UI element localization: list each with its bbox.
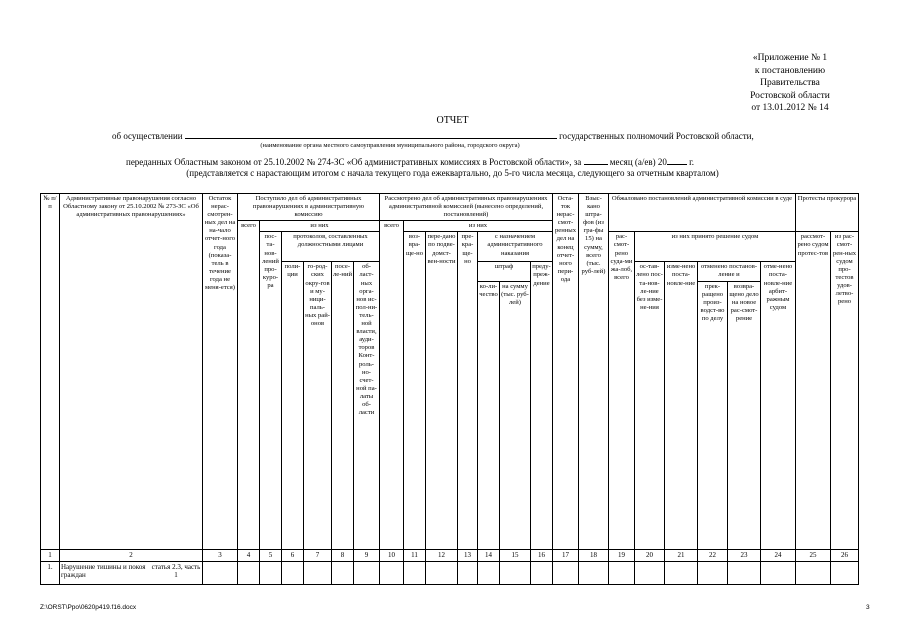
header-offense: Административные правонарушения согласно Областному закону от 25.10.2002 № 273-ЗС «Об административных правонарушениях»	[60, 194, 203, 550]
col-number: 10	[380, 549, 404, 561]
report-line-1	[112, 129, 754, 141]
table-cell[interactable]	[282, 561, 304, 584]
header-considered-of-them: из них	[404, 221, 553, 232]
col-number: 19	[609, 549, 635, 561]
table-cell[interactable]	[478, 561, 500, 584]
header-appealed: Обжаловано постановлений административной комиссии в суде	[609, 194, 796, 232]
line2-text-c: г.	[689, 157, 695, 167]
header-collected: Взыс-кано штра-фов (из гра-фы 15) на сумму, всего (тыс. руб-лей)	[579, 194, 609, 550]
row-offense-article: статья 2.3, часть 1	[151, 562, 201, 579]
col-number: 24	[761, 549, 796, 561]
organ-name-hint: (наименование органа местного самоуправления муниципального района, городского округа)	[260, 142, 520, 149]
header-received-total: всего	[238, 221, 260, 549]
header-rest: Оста-ток нерас-смот-ренных дел на конец отчет-ного пери-ода	[553, 194, 579, 550]
col-number: 11	[404, 549, 426, 561]
table-cell[interactable]	[332, 561, 354, 584]
column-numbers-row	[41, 549, 859, 561]
col-number: 20	[635, 549, 665, 561]
header-changed: изме-нено поста-новле-ние	[665, 262, 698, 549]
col-number: 12	[426, 549, 458, 561]
report-title: ОТЧЕТ	[436, 115, 469, 126]
organ-name-blank[interactable]	[185, 129, 557, 139]
header-appeal-considered: рас-смот-рено суда-ми жа-лоб, всего	[609, 232, 635, 549]
header-fine: штраф	[478, 262, 531, 281]
table-row	[41, 561, 859, 584]
table-cell[interactable]	[458, 561, 478, 584]
row-number: 1.	[41, 561, 60, 584]
table-cell[interactable]	[579, 561, 609, 584]
table-cell[interactable]	[260, 561, 282, 584]
line1-suffix: государственных полномочий Ростовской области,	[559, 131, 754, 141]
table-cell[interactable]	[531, 561, 553, 584]
table-cell[interactable]	[238, 561, 260, 584]
col-number: 15	[500, 549, 531, 561]
header-protests-considered: рассмот-рено судом протес-тов	[796, 232, 831, 549]
header-cancelled: отменено постанов-ление и	[698, 262, 761, 281]
line2-text-b: месяц (а/ев) 20	[609, 157, 667, 167]
row-offense-name: Нарушение тишины и покоя граждан	[61, 562, 146, 579]
appendix-line: Ростовской области	[750, 90, 830, 101]
col-number: 18	[579, 549, 609, 561]
header-arbitration: отме-нено поста-новле-ние арбит-ражным судом	[761, 262, 796, 549]
header-warning: преду-преж-дение	[531, 262, 553, 549]
table-cell[interactable]	[665, 561, 698, 584]
row-offense	[60, 561, 203, 584]
header-protocols: протоколов, составленных должностными лицами	[282, 232, 380, 262]
header-num: № п/п	[41, 194, 60, 550]
appendix-block	[700, 52, 880, 115]
table-cell[interactable]	[698, 561, 728, 584]
col-number: 26	[831, 549, 859, 561]
header-received: Поступило дел об административных правонарушениях в административную комиссию	[238, 194, 380, 221]
col-number: 17	[553, 549, 579, 561]
header-unchanged: ос-тав-лено пос-та-нов-ле-ние без изме-не-ния	[635, 262, 665, 549]
col-number: 8	[332, 549, 354, 561]
table-cell[interactable]	[500, 561, 531, 584]
header-fine-amount: на сумму (тыс. руб-лей)	[500, 281, 531, 549]
table-cell[interactable]	[635, 561, 665, 584]
header-transferred: пере-дано по подве-домст-вен-ности	[426, 232, 458, 549]
table-cell[interactable]	[728, 561, 761, 584]
header-prosecutor-resolutions: пос-та-нов-лений про-куро-ра	[260, 232, 282, 549]
col-number: 7	[304, 549, 332, 561]
appendix-line: Правительства	[760, 78, 820, 88]
col-number: 3	[203, 549, 238, 561]
header-received-of-them: из них	[260, 221, 380, 232]
report-line-3: (представляется с нарастающим итогом с начала текущего года ежеквартально, до 5-го числа месяца, следующего за отчетным кварталом)	[186, 168, 719, 178]
appendix-line: от 13.01.2012 № 14	[751, 103, 829, 113]
col-number: 23	[728, 549, 761, 561]
page-number: 3	[866, 604, 870, 611]
appendix-line: к постановлению	[754, 65, 826, 76]
col-number: 21	[665, 549, 698, 561]
report-line-2	[126, 155, 694, 167]
col-number: 6	[282, 549, 304, 561]
header-city: го-род-ских окру-гов и му-ници-паль-ных рай-онов	[304, 262, 332, 549]
header-police: поли-ции	[282, 262, 304, 549]
table-cell[interactable]	[404, 561, 426, 584]
header-returned: воз-вра-ще-но	[404, 232, 426, 549]
header-settlements: посе-ле-ний	[332, 262, 354, 549]
month-blank[interactable]	[584, 155, 608, 165]
header-considered-total: всего	[380, 221, 404, 549]
col-number: 14	[478, 549, 500, 561]
col-number: 22	[698, 549, 728, 561]
table-cell[interactable]	[796, 561, 831, 584]
header-new-review: возвра-щено дело на новое рас-смот-рение	[728, 281, 761, 549]
appendix-line: «Приложение № 1	[752, 53, 828, 63]
document-path: Z:\ORST\Ppo\0620p419.f16.docx	[40, 604, 137, 611]
table-cell[interactable]	[761, 561, 796, 584]
header-penalty: с назначением административного наказания	[478, 232, 553, 262]
report-table	[40, 193, 859, 585]
line2-text-a: переданных Областным законом от 25.10.2002 № 274-ЗС «Об административных комиссиях в Ростовской области», за	[126, 157, 582, 167]
col-number: 1	[41, 549, 60, 561]
header-considered: Рассмотрено дел об административных правонарушениях административной комиссией (вынесено определений, постановлений)	[380, 194, 553, 221]
header-fine-count: ко-ли-чество	[478, 281, 500, 549]
header-protests-satisfied: из рас-смот-рен-ных судом про-тестов удов-летво-рено	[831, 232, 859, 549]
table-cell[interactable]	[203, 561, 238, 584]
table-cell[interactable]	[426, 561, 458, 584]
header-regional: об-ласт-ных орга-нов ис-пол-ни-тель-ной власти, ауди-торов Конт-роль-но-счет-ной па-латы об-ласти	[354, 262, 380, 549]
col-number: 2	[60, 549, 203, 561]
col-number: 16	[531, 549, 553, 561]
table-cell[interactable]	[831, 561, 859, 584]
table-cell[interactable]	[380, 561, 404, 584]
header-balance: Остаток нерас-смотрен-ных дел на на-чало отчет-ного года (показа-тель в течение года не меня-ется)	[203, 194, 238, 550]
header-protests: Протесты прокурора	[796, 194, 859, 232]
header-appeal-decision: из них принято решение судом	[635, 232, 796, 262]
table-cell[interactable]	[609, 561, 635, 584]
year-blank[interactable]	[667, 155, 687, 165]
col-number: 4	[238, 549, 260, 561]
table-cell[interactable]	[304, 561, 332, 584]
table-cell[interactable]	[354, 561, 380, 584]
col-number: 9	[354, 549, 380, 561]
col-number: 25	[796, 549, 831, 561]
header-stopped: прек-ращено произ-водст-во по делу	[698, 281, 728, 549]
col-number: 5	[260, 549, 282, 561]
table-cell[interactable]	[553, 561, 579, 584]
col-number: 13	[458, 549, 478, 561]
header-terminated: пре-кра-ще-но	[458, 232, 478, 549]
line1-prefix: об осуществлении	[112, 131, 183, 141]
